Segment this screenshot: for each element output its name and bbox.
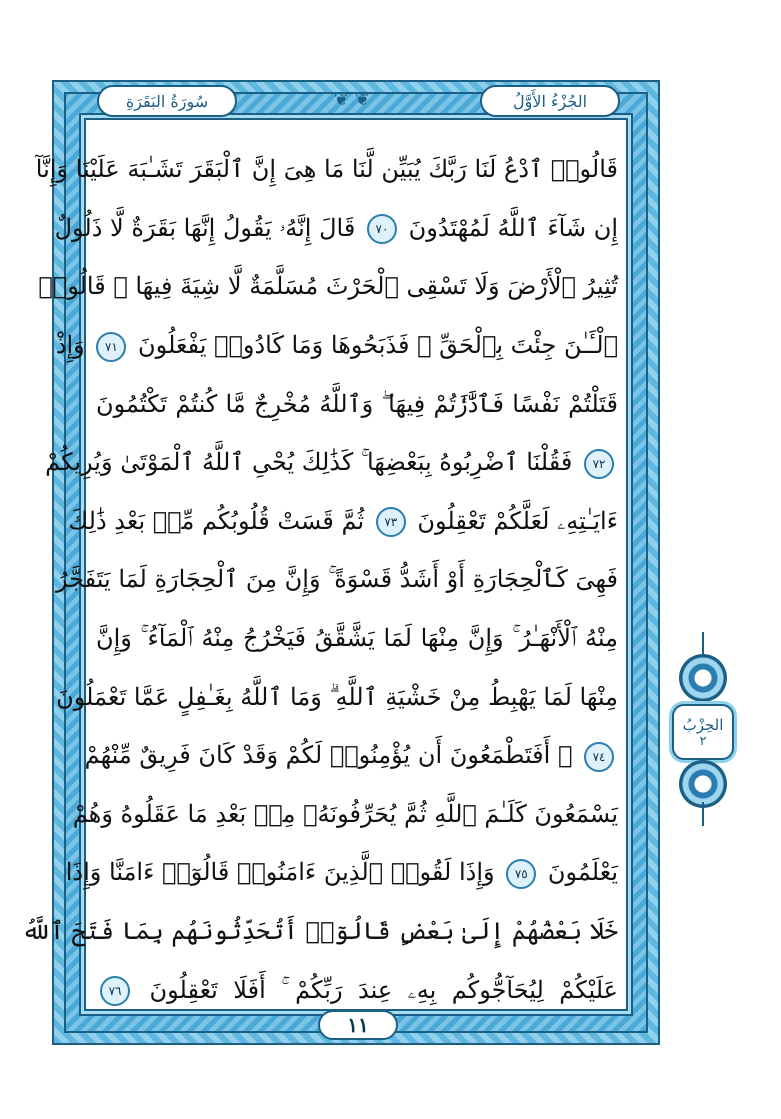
verse-segment: قَتَلْتُمْ نَفْسًا فَٱدَّٰرَٰٔتُمْ فِيهَا ۖ وَٱللَّهُ مُخْرِجٌ مَّا كُنتُمْ تَكْتُمُونَ [96,389,618,418]
verse-line [55,550,618,609]
rosette-icon [679,654,727,702]
verse-line [96,609,618,668]
header-ornament-icon: ❦❦ [333,88,377,110]
verse-text [56,668,618,726]
verse-segment: ءَايَـٰتِهِۦ لَعَلَّكُمْ تَعْقِلُونَ [417,506,618,535]
verse-line [65,843,618,902]
rosette-icon [679,760,727,808]
verse-text [65,843,618,901]
hizb-stem-top [702,632,704,656]
ayah-number-marker: ٧٠ [367,214,397,244]
verse-text [72,785,618,843]
verse-line [21,902,618,961]
ayah-number-marker: ٧٣ [376,507,406,537]
verse-segment: تُثِيرُ ٱلْأَرْضَ وَلَا تَسْقِى ٱلْحَرْثَ مُسَلَّمَةٌ لَّا شِيَةَ فِيهَا ۚ قَالُوا۟ [38,272,618,301]
verse-text [35,140,618,198]
ayah-number-marker: ٧٤ [584,742,614,772]
verse-text [96,375,618,433]
hizb-marker [672,632,734,822]
ayah-number-marker: ٧١ [96,332,126,362]
verse-segment: يَسْمَعُونَ كَلَـٰمَ ٱللَّهِ ثُمَّ يُحَرِّفُونَهُۥ مِنۢ بَعْدِ مَا عَقَلُوهُ وَهُمْ [72,799,618,828]
page-number: ١١ [318,1010,398,1040]
verse-segment: خَلَا بَعْضُهُمْ إِلَىٰ بَعْضٍ قَالُوٓا۟ أَتُحَدِّثُونَهُم بِمَا فَتَحَ ٱللَّهُ [21,917,618,946]
verse-lines [21,140,618,1019]
ayah-number-marker: ٧٦ [100,976,130,1006]
verse-segment: إِن شَآءَ ٱللَّهُ لَمُهْتَدُونَ [408,213,618,242]
verse-text [55,550,618,608]
hizb-label-box [672,704,734,760]
hizb-label: الحِزْبُ [682,715,724,734]
verse-line [45,433,618,492]
verse-segment: فَهِىَ كَٱلْحِجَارَةِ أَوْ أَشَدُّ قَسْوَةً ۚ وَإِنَّ مِنَ ٱلْحِجَارَةِ لَمَا يَتَفَجَّرُ [55,565,618,594]
verse-segment: ٱلْـَٔـٰنَ جِئْتَ بِٱلْحَقِّ ۚ فَذَبَحُوهَا وَمَا كَادُوا۟ يَفْعَلُونَ [138,331,618,360]
verse-segment: قَالَ إِنَّهُۥ يَقُولُ إِنَّهَا بَقَرَةٌ لَّا ذَلُولٌ [54,213,356,242]
ayah-number-marker: ٧٥ [506,859,536,889]
verse-text [55,316,618,374]
juz-title: الجُزْءُ الأَوَّلُ [480,85,620,117]
verse-segment: فَقُلْنَا ٱضْرِبُوهُ بِبَعْضِهَا ۚ كَذَٰلِكَ يُحْىِ ٱللَّهُ ٱلْمَوْتَىٰ وَيُرِيكُمْ [45,448,573,477]
hizb-stem-bottom [702,802,704,826]
verse-text [38,257,618,315]
verse-line [56,667,618,726]
verse-line [54,199,618,258]
verse-segment: مِنْهُ ٱلْأَنْهَـٰرُ ۚ وَإِنَّ مِنْهَا لَمَا يَشَّقَّقُ فَيَخْرُجُ مِنْهُ ٱلْمَآءُ ۚ وَإِنَّ [96,624,618,653]
verse-line [38,257,618,316]
verse-line [84,726,618,785]
verse-segment: مِنْهَا لَمَا يَهْبِطُ مِنْ خَشْيَةِ ٱللَّهِ ۗ وَمَا ٱللَّهُ بِغَـٰفِلٍ عَمَّا تَعْمَلُونَ [56,682,618,711]
hizb-number: ٢ [699,733,707,749]
verse-segment: وَإِذْ [55,331,85,360]
verse-line [72,785,618,844]
surah-title: سُورَةُ البَقَرَةِ [97,85,237,117]
verse-text [68,492,618,550]
verse-text [54,199,618,257]
verse-text [21,902,618,960]
verse-segment: يَعْلَمُونَ [547,858,618,887]
verse-segment: ثُمَّ قَسَتْ قُلُوبُكُم مِّنۢ بَعْدِ ذَٰلِكَ [68,506,365,535]
ayah-number-marker: ٧٢ [584,449,614,479]
verse-text [96,609,618,667]
verse-line [68,492,618,551]
verse-segment: قَالُوا۟ ٱدْعُ لَنَا رَبَّكَ يُبَيِّن لَّنَا مَا هِىَ إِنَّ ٱلْبَقَرَ تَشَـٰبَهَ عَلَيْنَا وَإِنَّآ [35,155,618,184]
verse-line [55,316,618,375]
verse-line [35,140,618,199]
verse-text [45,433,618,491]
verse-segment: وَإِذَا لَقُوا۟ ٱلَّذِينَ ءَامَنُوا۟ قَالُوٓا۟ ءَامَنَّا وَإِذَا [65,858,495,887]
verse-line [96,374,618,433]
verse-segment: عَلَيْكُمْ لِيُحَآجُّوكُم بِهِۦ عِندَ رَبِّكُمْ ۚ أَفَلَا تَعْقِلُونَ [149,975,618,1004]
verse-text [84,726,618,784]
verse-segment: ۞ أَفَتَطْمَعُونَ أَن يُؤْمِنُوا۟ لَكُمْ وَقَدْ كَانَ فَرِيقٌ مِّنْهُمْ [84,741,573,770]
